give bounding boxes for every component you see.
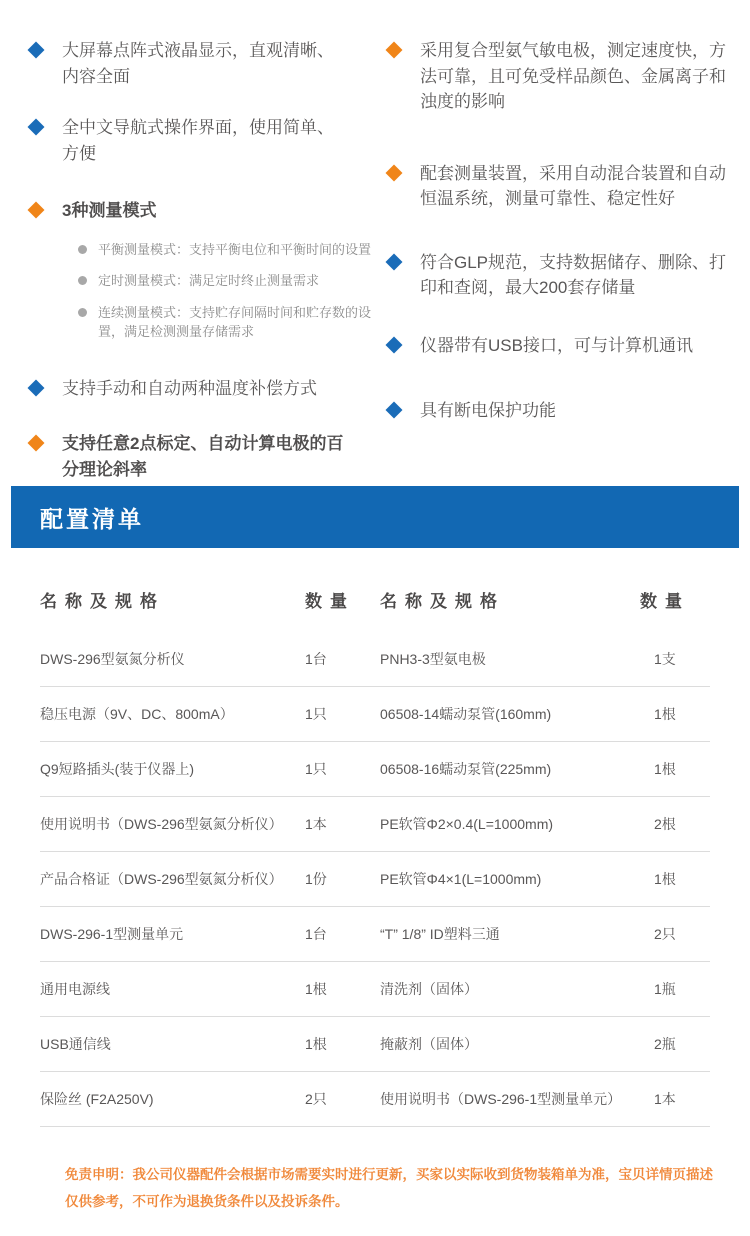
feature-item — [386, 250, 742, 301]
table-row — [40, 907, 710, 962]
cell-name-right: 使用说明书（DWS-296-1型测量单元） — [380, 1091, 622, 1107]
table-row — [40, 1072, 710, 1127]
cell-qty-right: 2根 — [654, 816, 676, 832]
cell-name-right: “T” 1/8” ID塑料三通 — [380, 926, 500, 942]
cell-qty-right: 1瓶 — [654, 981, 676, 997]
feature-item — [386, 161, 742, 212]
feature-text: 支持手动和自动两种温度补偿方式 — [62, 378, 317, 398]
features-column-left — [28, 38, 386, 508]
diamond-icon — [386, 402, 403, 419]
features-column-right — [386, 38, 742, 508]
cell-qty-right: 1根 — [654, 871, 676, 887]
table-row — [40, 962, 710, 1017]
cell-name-left: Q9短路插头(装于仪器上) — [40, 761, 194, 777]
cell-qty-right: 1根 — [654, 706, 676, 722]
table-row — [40, 632, 710, 687]
cell-qty-left: 1根 — [305, 1036, 327, 1052]
feature-text: 采用复合型氨气敏电极，测定速度快，方法可靠，且可免受样品颜色、金属离子和浊度的影响 — [420, 41, 726, 111]
cell-name-left: USB通信线 — [40, 1036, 111, 1052]
diamond-icon — [28, 435, 45, 452]
cell-qty-left: 1台 — [305, 651, 327, 667]
table-row — [40, 742, 710, 797]
cell-qty-right: 2瓶 — [654, 1036, 676, 1052]
sublist-text: 平衡测量模式：支持平衡电位和平衡时间的设置 — [98, 241, 372, 257]
disclaimer-text: 免责申明：我公司仪器配件会根据市场需要实时进行更新，买家以实际收到货物装箱单为准，宝贝详情页描述仅供参考，不可作为退换货条件以及投诉条件。 — [65, 1167, 713, 1209]
banner-title: 配置清单 — [40, 505, 144, 532]
feature-text: 全中文导航式操作界面，使用简单、方便 — [62, 118, 334, 163]
measurement-modes-sublist — [42, 240, 372, 342]
feature-text: 具有断电保护功能 — [420, 401, 556, 420]
cell-qty-right: 1本 — [654, 1091, 676, 1107]
cell-name-left: 产品合格证（DWS-296型氨氮分析仪） — [40, 871, 283, 887]
circle-bullet-icon — [78, 276, 87, 285]
cell-qty-left: 1根 — [305, 981, 327, 997]
cell-qty-left: 1份 — [305, 871, 327, 887]
feature-item — [386, 398, 742, 424]
feature-text: 仪器带有USB接口，可与计算机通讯 — [420, 335, 693, 355]
circle-bullet-icon — [78, 308, 87, 317]
cell-qty-left: 2只 — [305, 1091, 327, 1107]
table-header-row — [40, 566, 710, 632]
diamond-icon — [386, 164, 403, 181]
cell-qty-left: 1台 — [305, 926, 327, 942]
feature-text: 符合GLP规范，支持数据储存、删除、打印和查阅，最大200套存储量 — [420, 252, 727, 297]
cell-qty-left: 1只 — [305, 761, 327, 777]
cell-name-right: PE软管Φ2×0.4(L=1000mm) — [380, 816, 554, 832]
header-name-left: 名称及规格 — [40, 591, 165, 611]
table-row — [40, 852, 710, 907]
cell-name-left: 通用电源线 — [40, 981, 110, 997]
sublist-item — [78, 303, 372, 342]
cell-name-right: PNH3-3型氨电极 — [380, 651, 486, 667]
cell-name-left: 保险丝 (F2A250V) — [40, 1091, 154, 1107]
diamond-icon — [386, 42, 403, 59]
diamond-icon — [28, 42, 45, 59]
feature-item — [386, 38, 742, 115]
sublist-item — [78, 271, 372, 291]
feature-item — [28, 38, 386, 89]
cell-name-left: 使用说明书（DWS-296型氨氮分析仪） — [40, 816, 283, 832]
sublist-item — [78, 240, 372, 260]
cell-name-left: 稳压电源（9V、DC、800mA） — [40, 706, 234, 722]
cell-name-right: 06508-16蠕动泵管(225mm) — [380, 761, 552, 777]
cell-qty-right: 1根 — [654, 761, 676, 777]
cell-qty-left: 1本 — [305, 816, 327, 832]
sublist-text: 定时测量模式：满足定时终止测量需求 — [98, 273, 320, 288]
header-qty-right: 数量 — [640, 591, 690, 611]
table-row — [40, 687, 710, 742]
cell-qty-right: 2只 — [654, 926, 676, 942]
cell-qty-right: 1支 — [654, 651, 676, 667]
cell-name-right: PE软管Φ4×1(L=1000mm) — [380, 871, 542, 887]
feature-text: 配套测量装置，采用自动混合装置和自动恒温系统，测量可靠性、稳定性好 — [420, 163, 726, 208]
header-name-right: 名称及规格 — [380, 591, 505, 611]
table-row — [40, 1017, 710, 1072]
feature-item — [28, 376, 386, 402]
header-qty-left: 数量 — [305, 591, 355, 611]
cell-name-left: DWS-296型氨氮分析仪 — [40, 651, 185, 667]
diamond-icon — [386, 336, 403, 353]
feature-text: 支持任意2点标定、自动计算电极的百分理论斜率 — [62, 434, 344, 479]
feature-item — [28, 198, 386, 354]
feature-item — [28, 431, 386, 482]
diamond-icon — [28, 119, 45, 136]
sublist-text: 连续测量模式：支持贮存间隔时间和贮存数的设置，满足检测测量存储需求 — [98, 304, 372, 339]
feature-text: 3种测量模式 — [62, 201, 157, 220]
diamond-icon — [28, 379, 45, 396]
cell-name-left: DWS-296-1型测量单元 — [40, 926, 184, 942]
cell-name-right: 06508-14蠕动泵管(160mm) — [380, 706, 552, 722]
feature-item — [386, 333, 742, 359]
table-row — [40, 797, 710, 852]
cell-name-right: 掩蔽剂（固体） — [380, 1036, 478, 1052]
config-table — [40, 566, 710, 1127]
cell-name-right: 清洗剂（固体） — [380, 981, 478, 997]
cell-qty-left: 1只 — [305, 706, 327, 722]
feature-text: 大屏幕点阵式液晶显示，直观清晰、内容全面 — [62, 41, 334, 86]
circle-bullet-icon — [78, 245, 87, 254]
feature-item — [28, 115, 386, 166]
diamond-icon — [386, 253, 403, 270]
features-section — [0, 0, 750, 486]
